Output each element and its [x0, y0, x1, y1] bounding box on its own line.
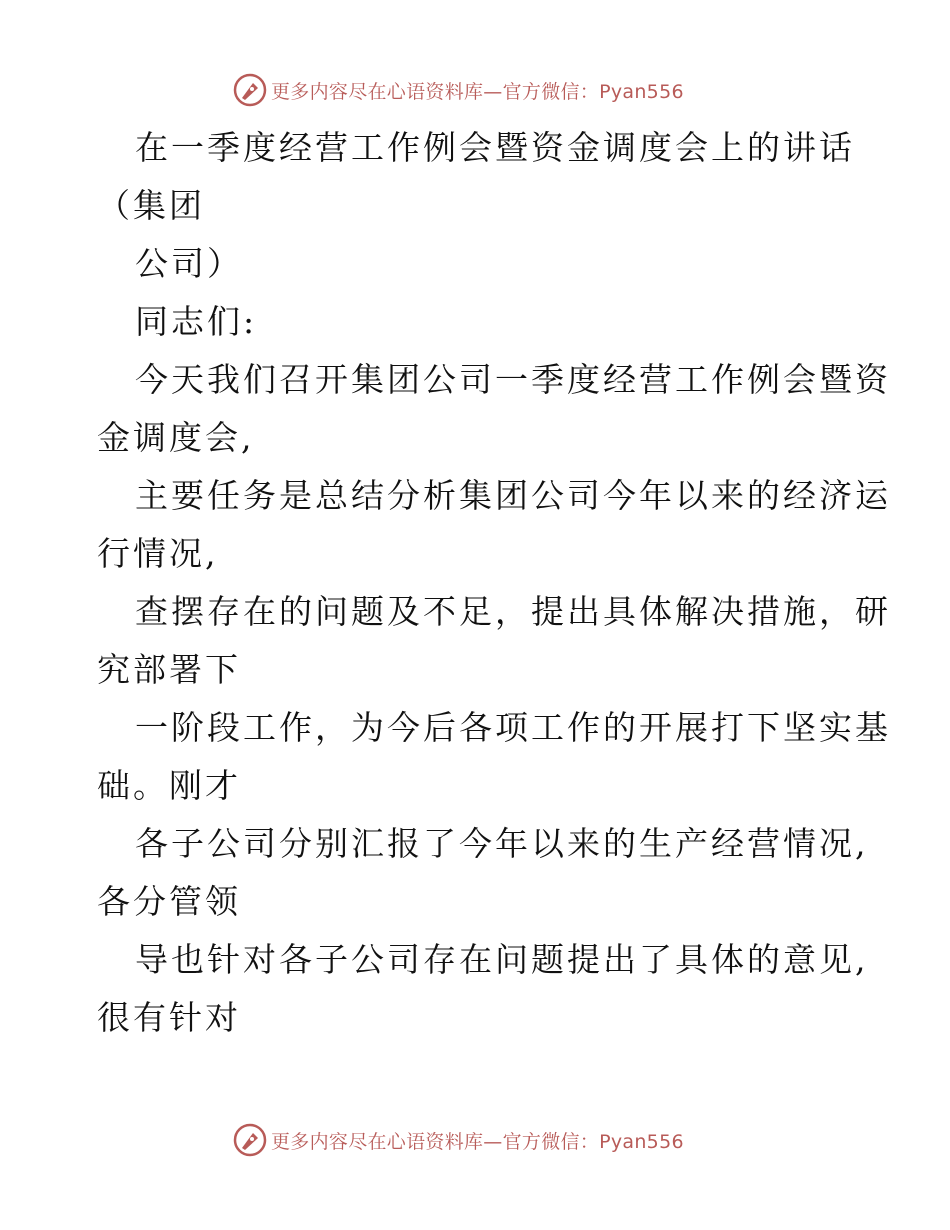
footer-watermark-text: 更多内容尽在心语资料库—官方微信：Pyan556 [271, 1130, 684, 1153]
header-watermark-banner [0, 70, 950, 110]
text-line: 导也针对各子公司存在问题提出了具体的意见, [135, 940, 869, 979]
header-watermark-text: 更多内容尽在心语资料库—官方微信：Pyan556 [271, 80, 684, 103]
pen-nib-logo-icon [233, 1123, 267, 1157]
text-line: 一阶段工作，为今后各项工作的开展打下坚实基 [135, 708, 891, 747]
text-line: 主要任务是总结分析集团公司今年以来的经济运 [135, 476, 891, 515]
text-line: 今天我们召开集团公司一季度经营工作例会暨资 [135, 360, 891, 399]
text-line: 础。刚才 [97, 766, 241, 805]
salutation-line: 同志们: [135, 302, 258, 341]
document-title-line: 在一季度经营工作例会暨资金调度会上的讲话 [135, 128, 855, 167]
text-line: 各分管领 [97, 882, 241, 921]
text-line: 公司） [135, 244, 243, 283]
pen-nib-logo-icon [233, 73, 267, 107]
text-line: 各子公司分别汇报了今年以来的生产经营情况, [135, 824, 869, 863]
text-line: 查摆存在的问题及不足，提出具体解决措施，研 [135, 592, 891, 631]
text-line: （集团 [97, 186, 205, 225]
text-line: 金调度会, [97, 418, 255, 457]
text-line: 行情况, [97, 534, 219, 573]
text-line: 很有针对 [97, 998, 241, 1037]
footer-watermark-banner [0, 1120, 950, 1160]
text-line: 究部署下 [97, 650, 241, 689]
